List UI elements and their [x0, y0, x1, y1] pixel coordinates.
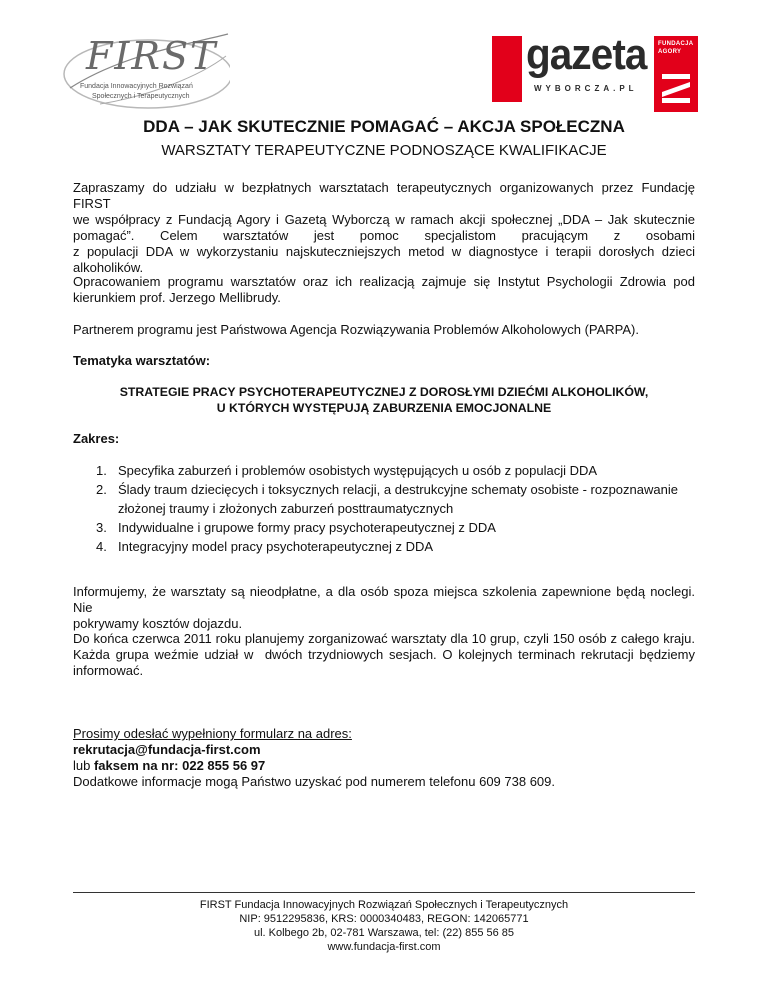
fax-prefix: lub — [73, 758, 94, 773]
footer — [73, 898, 695, 954]
first-wordmark: FIRST — [86, 34, 218, 78]
workshop-topic — [73, 384, 695, 416]
scope-list — [73, 461, 695, 556]
list-item — [73, 480, 695, 518]
gazeta-wordmark: gazeta — [526, 30, 647, 79]
list-item — [73, 461, 695, 480]
contact-fax-line — [73, 758, 695, 774]
fundacja-agory-logo — [654, 36, 698, 112]
list-item-number: 4. — [96, 539, 107, 554]
list-item — [73, 537, 695, 556]
first-subtitle-line2: Społecznych i Terapeutycznych — [92, 93, 190, 100]
gazeta-logo — [492, 30, 647, 102]
info-line: pokrywamy kosztów dojazdu. — [73, 616, 243, 631]
list-item-text-continued: złożonej traumy i złożonych zaburzeń posttraumatycznych — [118, 501, 454, 516]
footer-line: NIP: 9512295836, KRS: 0000340483, REGON: 142065771 — [239, 913, 529, 925]
topic-line: U KTÓRYCH WYSTĘPUJĄ ZABURZENIA EMOCJONALNE — [216, 401, 552, 415]
list-item-number: 1. — [96, 463, 107, 478]
info-line: Informujemy, że warsztaty są nieodpłatne, a dla osób spoza miejsca szkolenia zapewnione będą noclegi. Nie — [73, 584, 695, 615]
page-subtitle: WARSZTATY TERAPEUTYCZNE PODNOSZĄCE KWALIFIKACJE — [161, 142, 607, 159]
list-item-number: 2. — [96, 482, 107, 497]
gazeta-red-block — [492, 36, 522, 102]
program-line: kierunkiem prof. Jerzego Mellibrudy. — [73, 290, 281, 305]
list-item-text: Indywidualne i grupowe formy pracy psychoterapeutycznej z DDA — [118, 520, 496, 535]
intro-line: pomagać”. Celem warsztatów jest pomoc specjalistom pracującym z osobami — [73, 228, 695, 243]
intro-line: alkoholików. — [73, 260, 144, 275]
plan-line: informować. — [73, 663, 144, 678]
program-paragraph — [73, 274, 695, 306]
list-item — [73, 518, 695, 537]
contact-phone-info: Dodatkowe informacje mogą Państwo uzyskać pod numerem telefonu 609 738 609. — [73, 774, 556, 789]
footer-line: ul. Kolbego 2b, 02-781 Warszawa, tel: (22) 855 56 85 — [253, 927, 515, 939]
topics-label: Tematyka warsztatów: — [73, 353, 211, 368]
contact-request: Prosimy odesłać wypełniony formularz na adres: — [73, 726, 352, 741]
plan-line: Każda grupa weźmie udział w dwóch trzydniowych sesjach. O kolejnych terminach rekrutacji będziemy — [73, 647, 695, 662]
footer-line: FIRST Fundacja Innowacyjnych Rozwiązań Społecznych i Terapeutycznych — [199, 899, 569, 911]
info-paragraph — [73, 584, 695, 632]
list-item-text: Specyfika zaburzeń i problemów osobistych występujących u osób z populacji DDA — [118, 463, 598, 478]
program-line: Opracowaniem programu warsztatów oraz ich realizacją zajmuje się Instytut Psychologii Zdrowia pod — [73, 274, 695, 289]
topic-line: STRATEGIE PRACY PSYCHOTERAPEUTYCZNEJ Z DOROSŁYMI DZIEĆMI ALKOHOLIKÓW, — [119, 385, 649, 399]
agora-mark-icon — [660, 72, 692, 106]
list-item-text: Ślady traum dziecięcych i toksycznych relacji, a destrukcyjne schematy osobiste - rozpoznawanie — [118, 482, 678, 497]
contact-block — [73, 726, 695, 790]
intro-line: we współpracy z Fundacją Agory i Gazetą Wyborczą w ramach akcji społecznej „DDA – Jak skutecznie — [73, 212, 695, 227]
plan-line: Do końca czerwca 2011 roku planujemy zorganizować warsztaty dla 10 grup, czyli 150 osób z całego kraju. — [73, 631, 695, 646]
first-subtitle-line1: Fundacja Innowacyjnych Rozwiązań — [80, 83, 193, 90]
gazeta-subtitle: WYBORCZA.PL — [534, 84, 638, 93]
list-item-text: Integracyjny model pracy psychoterapeutycznej z DDA — [118, 539, 434, 554]
agora-line2: AGORY — [658, 49, 682, 55]
intro-paragraph — [73, 180, 695, 276]
fax-number: faksem na nr: 022 855 56 97 — [93, 758, 266, 773]
plan-paragraph — [73, 631, 695, 679]
list-item-number: 3. — [96, 520, 107, 535]
partner-paragraph: Partnerem programu jest Państwowa Agencja Rozwiązywania Problemów Alkoholowych (PARPA). — [73, 322, 639, 337]
footer-divider — [73, 892, 695, 893]
intro-line: Zapraszamy do udziału w bezpłatnych warsztatach terapeutycznych organizowanych przez Fundację FIRST — [73, 180, 695, 211]
page-title: DDA – JAK SKUTECZNIE POMAGAĆ – AKCJA SPOŁECZNA — [143, 117, 625, 136]
agora-line1: FUNDACJA — [658, 41, 694, 47]
first-logo — [60, 26, 230, 112]
contact-email-link[interactable]: rekrutacja@fundacja-first.com — [73, 742, 261, 757]
footer-website-link[interactable]: www.fundacja-first.com — [327, 941, 441, 953]
scope-label: Zakres: — [73, 431, 120, 446]
intro-line: z populacji DDA w wykorzystaniu najskuteczniejszych metod w diagnostyce i terapii dorosłych dzieci — [73, 244, 695, 259]
